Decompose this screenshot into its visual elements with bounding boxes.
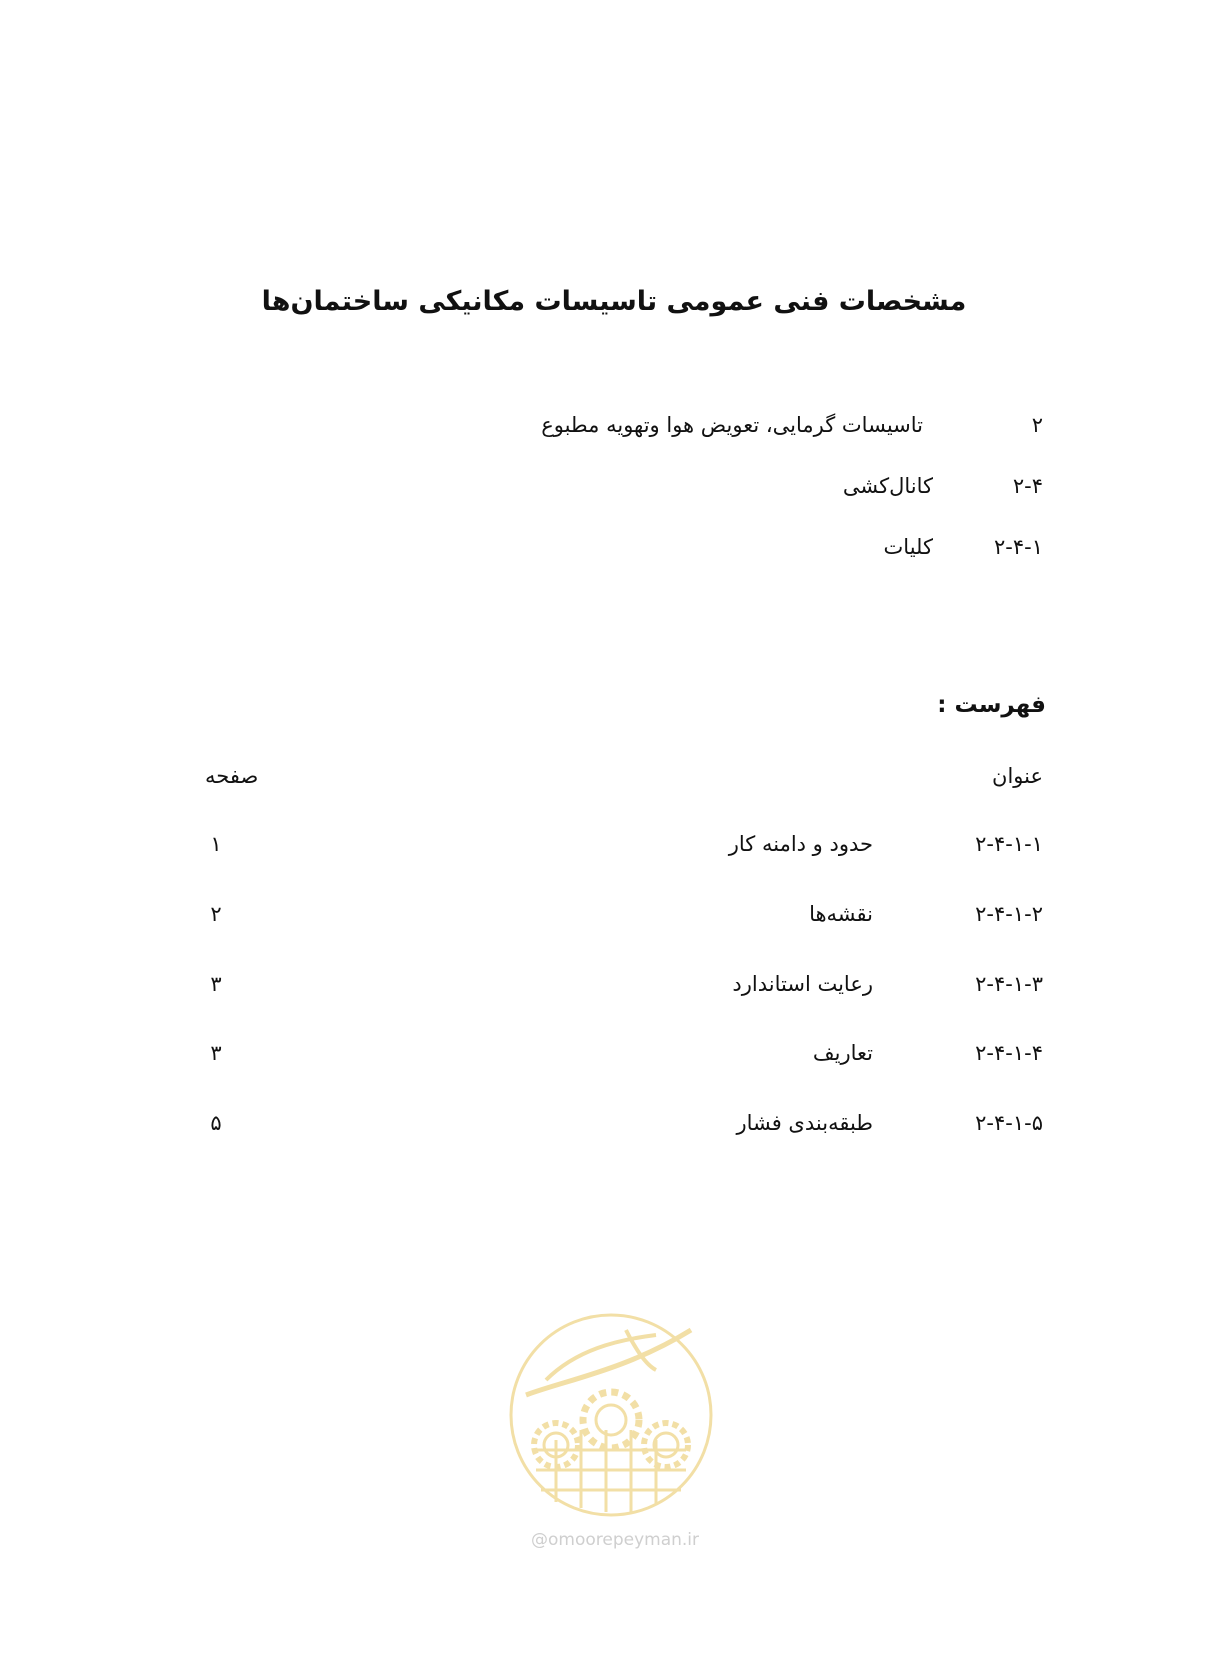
toc-row-page: ۵ [210,1111,222,1135]
toc-row [205,1041,1043,1071]
toc-row-number: ۲-۴-۱-۳ [975,972,1043,996]
page-title: مشخصات فنی عمومی تاسیسات مکانیکی ساختمان‌ها [261,286,967,317]
heading-text: کلیات [883,535,933,559]
toc-row-page: ۲ [210,902,222,926]
toc-column-page: صفحه [205,764,259,788]
toc-row-title: حدود و دامنه کار [728,832,873,856]
toc-row-page: ۳ [210,1041,222,1065]
toc-row [205,1111,1043,1141]
toc-heading: فهرست : [937,692,1046,718]
toc-row [205,902,1043,932]
watermark-logo-icon [506,1310,716,1520]
at-icon: @ [530,1530,548,1550]
heading-text: تاسیسات گرمایی، تعویض هوا وتهویه مطبوع [541,413,923,437]
toc-row [205,972,1043,1002]
toc-row-number: ۲-۴-۱-۱ [975,832,1043,856]
toc-row-title: نقشه‌ها [809,902,873,926]
toc-row-title: طبقه‌بندی فشار [736,1111,873,1135]
toc-column-title: عنوان [992,764,1043,788]
toc-row-number: ۲-۴-۱-۵ [975,1111,1043,1135]
toc-row-title: تعاریف [812,1041,873,1065]
heading-row-level-2 [843,471,1043,501]
heading-text: کانال‌کشی [842,474,933,498]
heading-row-level-3 [884,532,1043,562]
toc-row-title: رعایت استاندارد [732,972,873,996]
heading-number: ۲ [1031,413,1043,437]
toc-row-number: ۲-۴-۱-۴ [975,1041,1043,1065]
toc-row [205,832,1043,862]
heading-number: ۲-۴-۱ [994,535,1043,559]
toc-row-page: ۳ [210,972,222,996]
heading-row-level-1 [541,410,1043,440]
toc-row-number: ۲-۴-۱-۲ [975,902,1043,926]
heading-number: ۲-۴ [1012,474,1043,498]
watermark-url: @omoorepeyman.ir [530,1530,700,1550]
toc-row-page: ۱ [210,832,222,856]
